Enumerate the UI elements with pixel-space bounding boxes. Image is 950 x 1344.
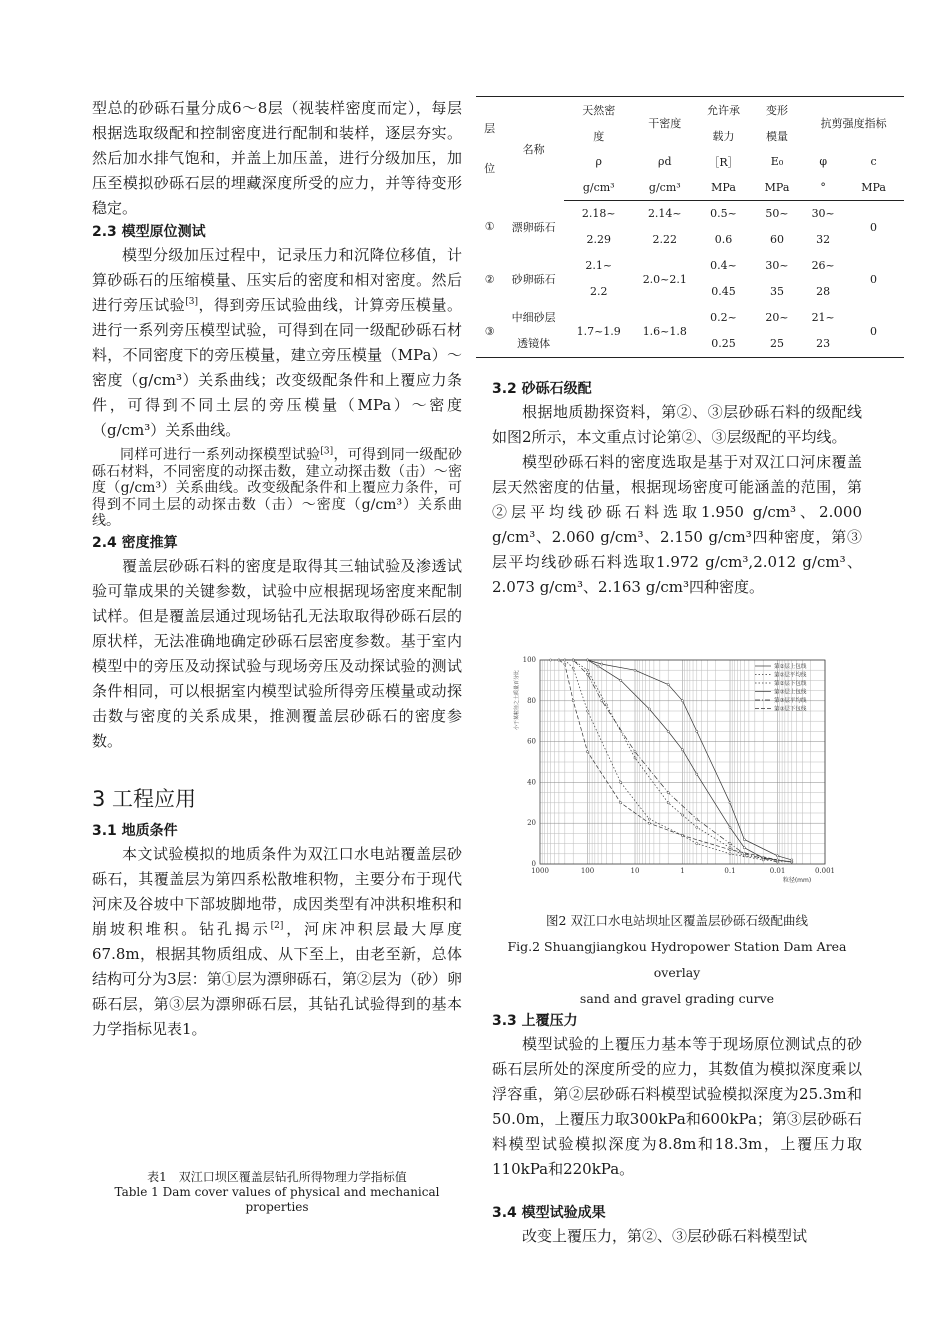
x-axis-label: 粒径(mm) <box>782 877 812 884</box>
data-point <box>572 700 574 702</box>
data-point <box>586 710 588 712</box>
figure-caption-cn: 图2 双江口水电站坝址区覆盖层砂砾石级配曲线 <box>546 913 808 928</box>
data-point <box>634 751 636 753</box>
data-point <box>601 663 603 665</box>
data-point <box>667 792 669 794</box>
y-tick-label: 20 <box>527 819 536 828</box>
section-heading-3-2: 3.2 砂砾石级配 <box>492 381 592 397</box>
data-point <box>586 659 588 661</box>
y-tick-label: 0 <box>531 860 536 868</box>
figure-caption <box>492 908 862 1012</box>
legend-label: 第③层平均线 <box>774 698 807 704</box>
data-point <box>729 826 731 828</box>
citation-ref: [3] <box>185 297 198 307</box>
x-tick-label: 1000 <box>531 867 549 875</box>
paragraph-model-test: 模型分级加压过程中，记录压力和沉降位移值，计算砂砾石的压缩模量、压实后的密度和相对密度。然后进行旁压试验[3]，得到旁压试验曲线，计算旁压模量。进行一系列旁压模型试验，可得到在同一级配砂砾石材料，不同密度下的旁压模量，建立旁压模量（MPa）～密度（g/cm³）关系曲线；改变级配条件和上覆应力条件，可得到不同土层的旁压模量（MPa）～密度（g/cm³）关系曲线。 <box>92 246 462 439</box>
table-row: ③ 中细砂层 透镜体 1.7~1.9 1.6~1.8 0.2~ 0.25 20~ 25 21~ 23 0 <box>476 305 904 358</box>
x-tick-label: 100 <box>580 867 595 875</box>
table-caption-cn: 表1 双江口坝区覆盖层钻孔所得物理力学指标值 <box>147 1170 407 1184</box>
data-point <box>564 663 566 665</box>
series-line <box>551 660 792 862</box>
data-point <box>743 847 745 849</box>
legend-label: 第②层上包线 <box>774 664 807 670</box>
table-caption-en: Table 1 Dam cover values of physical and mechanical properties <box>114 1185 440 1214</box>
data-point <box>729 853 731 855</box>
data-point <box>681 834 683 836</box>
citation-ref: [3] <box>320 446 334 457</box>
data-point <box>696 773 698 775</box>
data-point <box>667 802 669 804</box>
paragraph-grading: 根据地质勘探资料，第②、③层砂砾石料的级配线如图2所示，本文重点讨论第②、③层级配的平均线。 <box>492 403 862 446</box>
paragraph-density-selection: 模型砂砾石料的密度选取是基于对双江口河床覆盖层天然密度的估量，根据现场密度可能涵盖的范围，第②层平均线砂砾石料选取1.950 g/cm³、2.000 g/cm³、2.060 g/cm³、2.150 g/cm³四种密度，第③层平均线砂砾石料选取1.972 g/cm³,2.012 g/cm³、2.073 g/cm³、2.163 g/cm³四种密度。 <box>492 453 862 596</box>
x-tick-label: 0.1 <box>724 867 736 875</box>
data-point <box>681 700 683 702</box>
paragraph-geology: 本文试验模拟的地质条件为双江口水电站覆盖层砂砾石，其覆盖层为第四系松散堆积物，主要分布于现代河床及谷坡中下部坡脚地带，成因类型有冲洪积堆积和崩坡积堆积。钻孔揭示[2]，河床冲积层最大厚度67.8m，根据其物质组成、从下至上，由老至新，总体结构可分为3层：第①层为漂卵砾石，第②层为（砂）卵砾石层，第③层为漂卵砾石层，其钻孔试验得到的基本力学指标见表1。 <box>92 844 462 1038</box>
data-point <box>696 818 698 820</box>
y-tick-label: 100 <box>522 656 536 664</box>
data-point <box>729 802 731 804</box>
header-natural-density: 天然密 <box>564 97 633 123</box>
y-tick-label: 40 <box>527 778 536 787</box>
right-column-upper <box>492 378 862 600</box>
x-tick-label: 0.01 <box>769 867 786 875</box>
data-point <box>597 665 599 667</box>
legend-label: 第②层下包线 <box>774 681 807 687</box>
grading-curve-svg <box>505 652 855 884</box>
data-point <box>776 859 778 861</box>
data-point <box>729 843 731 845</box>
header-dry-density: 干密度 <box>633 97 696 149</box>
paragraph-continued: 型总的砂砾石量分成6～8层（视装样密度而定），每层根据选取级配和控制密度进行配制和装样，逐层夯实。然后加水排气饱和，并盖上加压盖，进行分级加压，加压至模拟砂砾石层的埋藏深度所受的应力，并等待变形稳定。 <box>92 99 462 217</box>
data-point <box>762 859 764 861</box>
data-point <box>634 757 636 759</box>
data-point <box>696 730 698 732</box>
data-point <box>648 822 650 824</box>
data-point <box>564 659 566 661</box>
grading-chart <box>505 652 855 888</box>
x-tick-label: 10 <box>630 867 640 875</box>
data-point <box>549 659 551 661</box>
figure-caption-en-1: Fig.2 Shuangjiangkou Hydropower Station Dam Area overlay <box>507 939 847 980</box>
header-deformation-modulus: 变形 <box>751 97 803 123</box>
data-point <box>648 708 650 710</box>
section-heading-3-4: 3.4 模型试验成果 <box>492 1205 606 1221</box>
paragraph-overburden: 模型试验的上覆压力基本等于现场原位测试点的砂砾石层所处的深度所受的应力，其数值为模拟深度乘以浮容重，第②层砂砾石料模型试验模拟深度为25.3m和50.0m，上覆压力取300kPa和600kPa；第③层砂砾石料模型试验模拟深度为8.8m和18.3m，上覆压力取110kPa和220kPa。 <box>492 1035 862 1178</box>
section-heading-3-1: 3.1 地质条件 <box>92 822 178 839</box>
data-point <box>620 802 622 804</box>
legend-label: 第③层下包线 <box>774 706 807 713</box>
data-point <box>620 679 622 681</box>
y-axis-label: 小于某粒径之土质量百分比 <box>514 669 520 731</box>
header-allowable-load: 允许承 <box>696 97 751 123</box>
data-point <box>681 749 683 751</box>
section-heading-2-4: 2.4 密度推算 <box>92 534 178 551</box>
header-name: 名称 <box>503 97 564 201</box>
data-point <box>667 730 669 732</box>
data-point <box>667 683 669 685</box>
data-point <box>586 673 588 675</box>
data-point <box>572 667 574 669</box>
right-column-lower <box>492 1010 862 1249</box>
data-point <box>696 843 698 845</box>
header-shear-strength: 抗剪强度指标 <box>803 97 904 149</box>
left-column <box>92 96 462 1042</box>
paragraph-results: 改变上覆压力，第②、③层砂砾石料模型试 <box>522 1227 808 1245</box>
x-tick-label: 1 <box>680 867 685 875</box>
data-point <box>572 659 574 661</box>
y-tick-label: 80 <box>527 696 536 705</box>
legend-label: 第②层平均线 <box>774 672 807 679</box>
legend-label: 第③层上包线 <box>774 689 807 696</box>
section-heading-3-3: 3.3 上覆压力 <box>492 1013 578 1029</box>
y-tick-label: 60 <box>527 737 536 746</box>
series-line <box>565 660 778 862</box>
data-point <box>634 669 636 671</box>
data-point <box>791 859 793 861</box>
citation-ref: [2] <box>270 920 284 931</box>
data-point <box>586 751 588 753</box>
paragraph-dynamic-probe: 同样可进行一系列动探模型试验[3]，可得到同一级配砂砾石材料，不同密度的动探击数，建立动探击数（击）～密度（g/cm³）关系曲线。改变级配条件和上覆应力条件，可得到不同土层的动探击数（击）～密度（g/cm³）关系曲线。 <box>92 446 463 529</box>
table-row: ① 漂卵砾石 2.18~ 2.29 2.14~ 2.22 0.5~ 0.6 50~ 60 30~ 32 0 <box>484 207 878 246</box>
data-point <box>648 818 650 820</box>
section-heading-2-3: 2.3 模型原位测试 <box>92 224 206 240</box>
data-point <box>620 781 622 783</box>
section-heading-3: 3 工程应用 <box>92 786 197 811</box>
paragraph-density: 覆盖层砂砾石料的密度是取得其三轴试验及渗透试验可靠成果的关键参数，试验中应根据现场密度来配制试样。但是覆盖层通过现场钻孔无法取取得砂砾石层的原状样，无法准确地确定砂砾石层密度参数。基于室内模型中的旁压及动探试验与现场旁压及动探试验的测试条件相同，可以根据室内模型试验所得旁压模量或动探击数与密度的关系成果，推测覆盖层砂砾石的密度参数。 <box>92 556 462 750</box>
data-point <box>558 659 560 661</box>
data-point <box>776 855 778 857</box>
header-layer: 层 位 <box>476 97 503 201</box>
data-point <box>696 826 698 828</box>
property-table: 层 位 名称 天然密 干密度 允许承 变形 抗剪强度指标 度 载力 模量 ρ ρd ［R］ E₀ φ c g/cm³ g/cm³ MPa MPa ° MPa ① 漂卵砾石 2.18~ 2.29 2.14~ 2.22 0.5~ 0.6 50~ 60 30~ 32 0 ② 砂卵砾石 2.1~ 2.2 2.0~2.1 0.4~ 0.45 30~ 35 26~ 28 0 ③ 中细砂层 透镜体 1.7~1.9 1.6~1.8 0.2~ 0.25 20~ 25 21~ 23 0 <box>476 96 904 358</box>
data-point <box>681 814 683 816</box>
data-point <box>586 669 588 671</box>
data-point <box>601 700 603 702</box>
x-tick-label: 0.001 <box>814 867 836 875</box>
table-caption <box>92 1170 462 1215</box>
figure-caption-en-2: sand and gravel grading curve <box>579 991 775 1006</box>
data-point <box>605 704 607 706</box>
table-row: ② 砂卵砾石 2.1~ 2.2 2.0~2.1 0.4~ 0.45 30~ 35 26~ 28 0 <box>484 259 878 298</box>
data-point <box>743 838 745 840</box>
data-point <box>729 849 731 851</box>
